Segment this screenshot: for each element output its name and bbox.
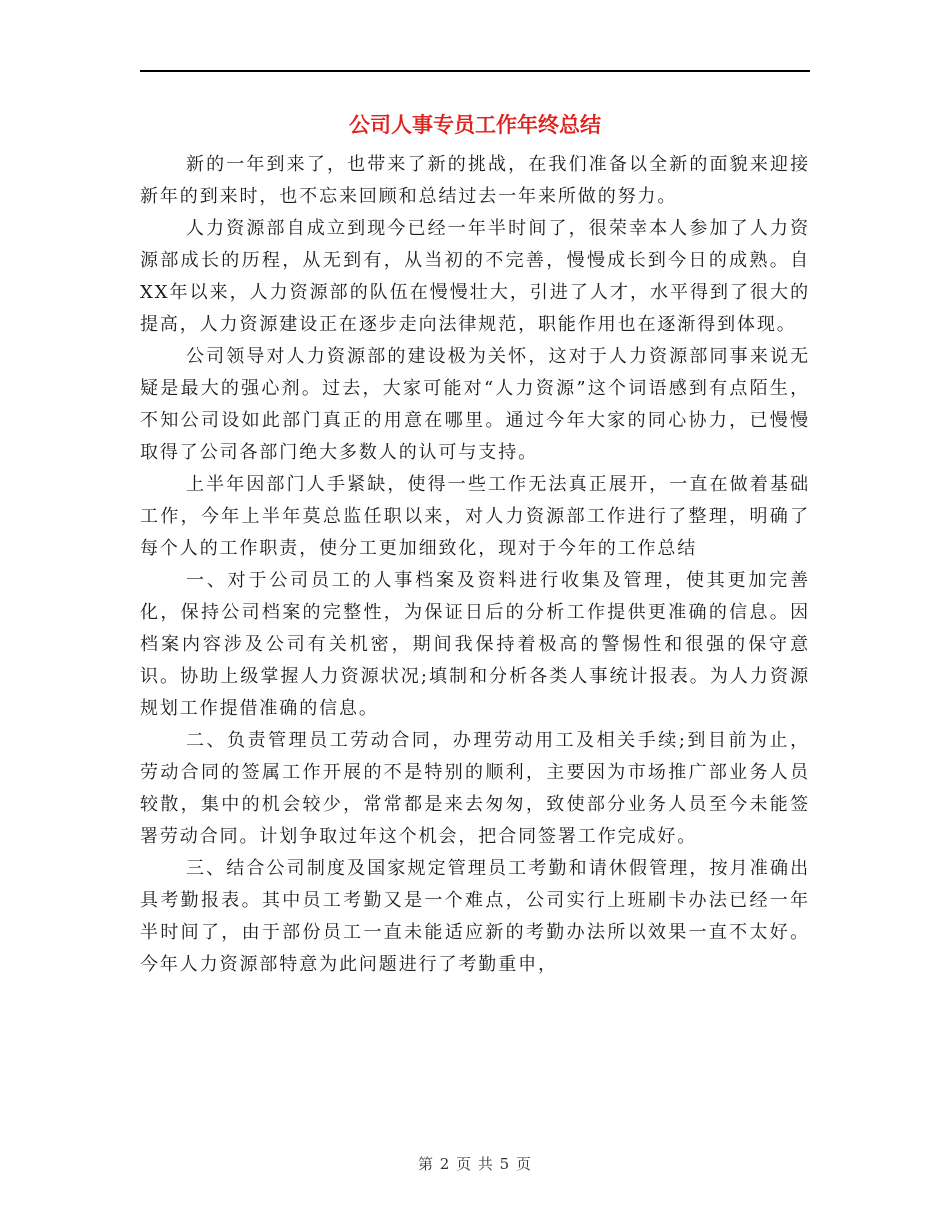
paragraph-first-half-year: 上半年因部门人手紧缺，使得一些工作无法真正展开，一直在做着基础工作，今年上半年莫总监任职以来，对人力资源部工作进行了整理，明确了每个人的工作职责，使分工更加细致化，现对于今年的工作总结 bbox=[140, 474, 810, 559]
paragraph-intro: 新的一年到来了，也带来了新的挑战，在我们准备以全新的面貌来迎接新年的到来时，也不忘来回顾和总结过去一年来所做的努力。 bbox=[140, 154, 810, 207]
paragraph-item-one: 一、对于公司员工的人事档案及资料进行收集及管理，使其更加完善化，保持公司档案的完整性，为保证日后的分析工作提供更准确的信息。因档案内容涉及公司有关机密，期间我保持着极高的警惕性和很强的保守意识。协助上级掌握人力资源状况;填制和分析各类人事统计报表。为人力资源规划工作提借准确的信息。 bbox=[140, 570, 810, 719]
header-rule bbox=[140, 70, 810, 72]
page-number: 第 2 页 共 5 页 bbox=[418, 1155, 532, 1173]
paragraph-leadership-support: 公司领导对人力资源部的建设极为关怀，这对于人力资源部同事来说无疑是最大的强心剂。过去，大家可能对“人力资源”这个词语感到有点陌生，不知公司设如此部门真正的用意在哪里。通过今年大家的同心协力，已慢慢取得了公司各部门绝大多数人的认可与支持。 bbox=[140, 346, 810, 463]
paragraph-item-three: 三、结合公司制度及国家规定管理员工考勤和请休假管理，按月准确出具考勤报表。其中员工考勤又是一个难点，公司实行上班刷卡办法已经一年半时间了，由于部份员工一直未能适应新的考勤办法所以效果一直不太好。今年人力资源部特意为此问题进行了考勤重申， bbox=[140, 858, 810, 975]
document-title: 公司人事专员工作年终总结 bbox=[349, 112, 601, 137]
document-body bbox=[140, 149, 810, 981]
paragraph-department-history: 人力资源部自成立到现今已经一年半时间了，很荣幸本人参加了人力资源部成长的历程，从无到有，从当初的不完善，慢慢成长到今日的成熟。自XX年以来，人力资源部的队伍在慢慢壮大，引进了人才，水平得到了很大的提高，人力资源建设正在逐步走向法律规范，职能作用也在逐渐得到体现。 bbox=[140, 218, 810, 335]
paragraph-item-two: 二、负责管理员工劳动合同，办理劳动用工及相关手续;到目前为止，劳动合同的签属工作开展的不是特别的顺利，主要因为市场推广部业务人员较散，集中的机会较少，常常都是来去匆匆，致使部分业务人员至今未能签署劳动合同。计划争取过年这个机会，把合同签署工作完成好。 bbox=[140, 730, 810, 847]
